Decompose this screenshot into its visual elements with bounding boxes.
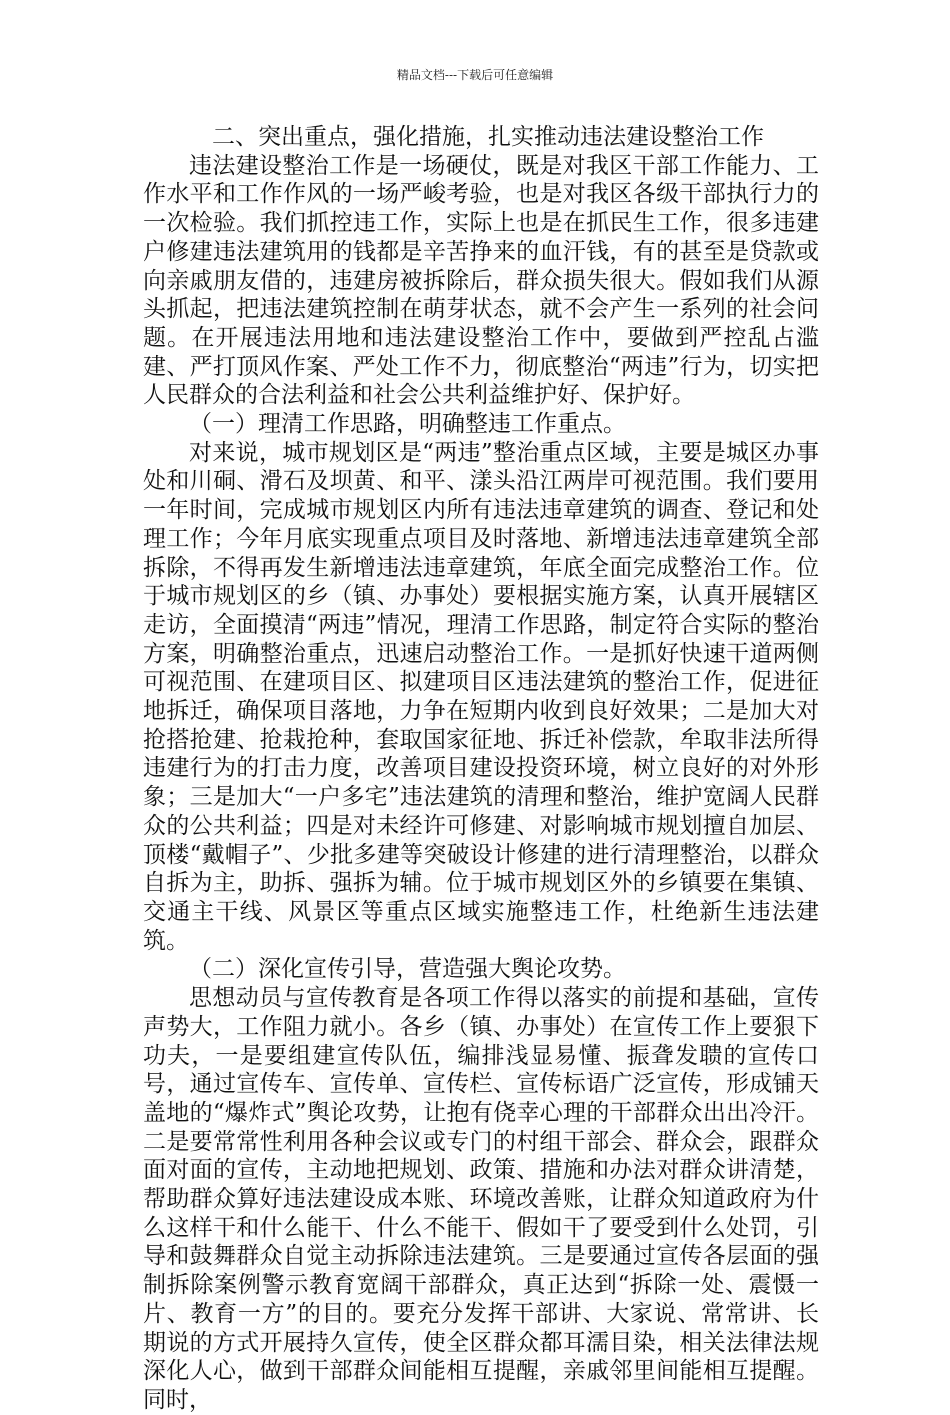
document-body <box>143 123 819 1415</box>
section-heading: 二、突出重点，强化措施，扎实推动违法建设整治工作 <box>212 124 764 150</box>
body-paragraph: 思想动员与宣传教育是各项工作得以落实的前提和基础，宣传声势大，工作阻力就小。各乡（镇、办事处）在宣传工作上要狠下功夫，一是要组建宣传队伍，编排浅显易懂、振聋发聩的宣传口号，通过宣传车、宣传单、宣传栏、宣传标语广泛宣传，形成铺天盖地的“爆炸式”舆论攻势，让抱有侥幸心理的干部群众出出冷汗。二是要常常性利用各种会议或专门的村组干部会、群众会，跟群众面对面的宣传，主动地把规划、政策、措施和办法对群众讲清楚，帮助群众算好违法建设成本账、环境改善账，让群众知道政府为什么这样干和什么能干、什么不能干、假如干了要受到什么处罚，引导和鼓舞群众自觉主动拆除违法建筑。三是要通过宣传各层面的强制拆除案例警示教育宽阔干部群众，真正达到“拆除一处、震慑一片、教育一方”的目的。要充分发挥干部讲、大家说、常常讲、长期说的方式开展持久宣传，使全区群众都耳濡目染，相关法律法规深化人心，做到干部群众间能相互提醒，亲戚邻里间能相互提醒。同时， <box>143 985 819 1413</box>
subsection-heading: （一）理清工作思路，明确整违工作重点。 <box>189 411 626 438</box>
body-paragraph: 违法建设整治工作是一场硬仗，既是对我区干部工作能力、工作水平和工作作风的一场严峻考验，也是对我区各级干部执行力的一次检验。我们抓控违工作，实际上也是在抓民生工作，很多违建户修建违法建筑用的钱都是辛苦挣来的血汗钱，有的甚至是贷款或向亲戚朋友借的，违建房被拆除后，群众损失很大。假如我们从源头抓起，把违法建筑控制在萌芽状态，就不会产生一系列的社会问题。在开展违法用地和违法建设整治工作中，要做到严控乱占滥建、严打顶风作案、严处工作不力，彻底整治“两违”行为，切实把人民群众的合法利益和社会公共利益维护好、保护好。 <box>143 152 819 409</box>
body-paragraph: 对来说，城市规划区是“两违”整治重点区域，主要是城区办事处和川硐、滑石及坝黄、和平、漾头沿江两岸可视范围。我们要用一年时间，完成城市规划区内所有违法违章建筑的调查、登记和处理工作；今年月底实现重点项目及时落地、新增违法违章建筑全部拆除，不得再发生新增违法违章建筑，年底全面完成整治工作。位于城市规划区的乡（镇、办事处）要根据实施方案，认真开展辖区走访，全面摸清“两违”情况，理清工作思路，制定符合实际的整治方案，明确整治重点，迅速启动整治工作。一是抓好快速干道两侧可视范围、在建项目区、拟建项目区违法建筑的整治工作，促进征地拆迁，确保项目落地，力争在短期内收到良好效果；二是加大对抢搭抢建、抢栽抢种，套取国家征地、拆迁补偿款，牟取非法所得违建行为的打击力度，改善项目建设投资环境，树立良好的对外形象；三是加大“一户多宅”违法建筑的清理和整治，维护宽阔人民群众的公共利益；四是对未经许可修建、对影响城市规划擅自加层、顶楼“戴帽子”、少批多建等突破设计修建的进行清理整治，以群众自拆为主，助拆、强拆为辅。位于城市规划区外的乡镇要在集镇、交通主干线、风景区等重点区域实施整违工作，杜绝新生违法建筑。 <box>143 439 819 954</box>
subsection-heading: （二）深化宣传引导，营造强大舆论攻势。 <box>189 956 626 983</box>
page-header: 精品文档---下载后可任意编辑 <box>396 68 554 82</box>
